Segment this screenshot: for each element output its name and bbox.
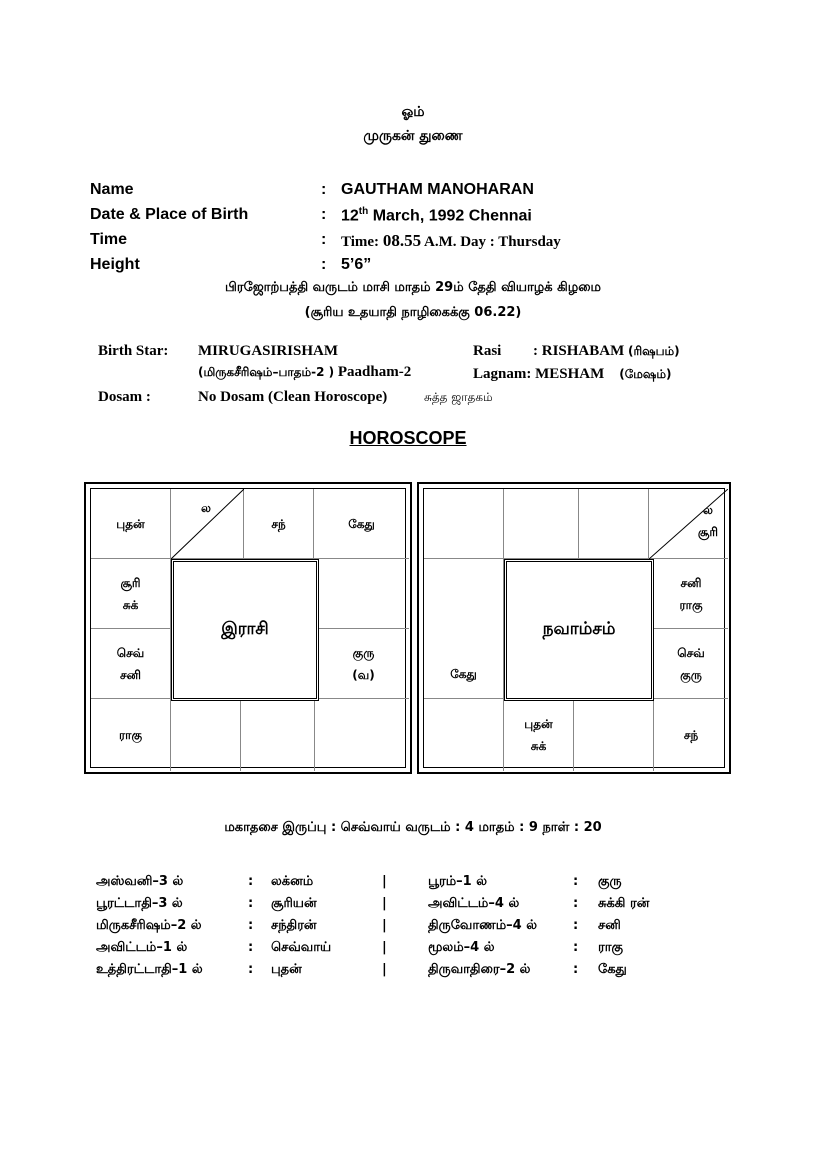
navamsa-cell-lagna [649,489,728,559]
right-star: மூலம்–4 ல் [428,940,495,955]
rasi-label: Rasi [473,343,502,359]
row-divider: | [382,874,387,889]
planet-label: செவ் [677,645,705,660]
planet-label: சந் [271,516,286,531]
height-colon: : [321,256,327,273]
horoscope-title: HOROSCOPE [349,428,467,448]
rasi-english: : RISHABAM [533,343,625,359]
left-star: உத்திரட்டாதி–1 ல் [96,962,203,977]
planet-label: குரு [680,667,702,682]
navamsa-cell-r0c1 [504,489,579,559]
left-planet: சந்திரன் [271,918,317,933]
navamsa-cell-r2c3 [654,629,728,699]
dosam-tamil: சுத்த ஜாதகம் [424,390,493,404]
dob-colon: : [321,206,327,223]
planet-label: செவ் [116,645,145,660]
navamsa-lagna-text [698,499,718,543]
left-planet: செவ்வாய் [271,940,332,955]
navamsa-cell-r3c0 [424,699,504,771]
nakshatra-row [96,918,736,940]
planet-label: கேது [450,666,477,681]
planet-label: ராகு [118,728,143,742]
dob-value [341,206,532,225]
planet-label: சூரி [120,575,141,590]
rasi-cell-r2c3 [318,629,409,699]
dob-label: Date & Place of Birth [90,206,249,223]
navamsa-chart-grid [423,488,725,768]
row-divider: | [382,962,387,977]
navamsa-cell-r0c0 [424,489,504,559]
navamsa-cell-r1c0 [424,559,504,629]
navamsa-cell-r3c1 [504,699,574,771]
navamsa-chart [417,482,731,774]
right-planet: ராகு [598,940,623,955]
left-colon: : [248,918,254,933]
navamsa-cell-r3c2 [574,699,654,771]
rasi-value [533,343,680,360]
left-star: அஸ்வனி–3 ல் [96,874,184,889]
time-prefix: Time: [341,234,383,250]
time-big: 08.55 [382,231,422,250]
dob-day: 12 [341,207,359,225]
star-tamil: (மிருகசீரிஷம்–பாதம்-2 ) [198,365,335,379]
lagnam-english: Lagnam: MESHAM [473,366,605,382]
left-planet: புதன் [271,962,302,977]
left-planet: சூரியன் [271,896,317,911]
row-divider: | [382,940,387,955]
time-colon: : [321,231,327,248]
left-planet: லக்னம் [271,874,314,889]
navamsa-cell-r1c3 [654,559,728,629]
navamsa-cell-r3c3 [654,699,728,771]
right-planet: கேது [598,962,627,977]
dosam-value: No Dosam (Clean Horoscope) [198,389,388,405]
left-star: மிருகசீரிஷம்–2 ல் [96,918,202,933]
name-label: Name [90,181,134,198]
nakshatra-row [96,896,736,918]
rasi-cell-r3c2 [241,699,315,771]
planet-label: சனி [120,667,141,682]
nakshatra-row [96,962,736,984]
rasi-cell-r0c2 [244,489,314,559]
navamsa-cell-r0c2 [579,489,649,559]
rasi-cell-r1c0 [91,559,171,629]
dob-sup: th [358,206,369,217]
right-star: திருவாதிரை–2 ல் [428,962,531,977]
rasi-tamil: (ரிஷபம்) [628,344,680,358]
planet-label: சந் [683,728,699,742]
right-planet: சுக்கி ரன் [598,896,650,911]
rasi-lagna-text: ல [201,501,211,515]
rasi-cell-r0c3 [314,489,409,559]
rasi-cell-r3c0 [91,699,171,771]
tamil-date-line2: (சூரிய உதயாதி நாழிகைக்கு 06.22) [304,305,522,320]
rasi-center-title: இராசி [171,559,319,701]
navamsa-center-title: நவாம்சம் [504,559,654,701]
nakshatra-row [96,874,736,896]
right-colon: : [573,918,579,933]
left-colon: : [248,962,254,977]
left-colon: : [248,896,254,911]
planet-label: சுக் [122,597,139,612]
navamsa-lagna-line1: ல [702,503,713,517]
time-label: Time [90,231,128,248]
rasi-chart-grid [90,488,406,768]
rasi-chart [84,482,412,774]
rasi-cell-r3c1 [171,699,241,771]
row-divider: | [382,918,387,933]
blessing-heading: முருகன் துணை [363,128,463,144]
right-star: பூரம்–1 ல் [428,874,488,889]
left-star: பூரட்டாதி–3 ல் [96,896,183,911]
lagnam-value [473,366,671,383]
planet-label: புதன் [524,717,553,731]
rasi-cell-r3c3 [315,699,409,771]
om-heading: ஓம் [401,104,425,120]
right-colon: : [573,874,579,889]
left-colon: : [248,874,254,889]
paadham: Paadham-2 [334,364,412,380]
time-value [341,231,561,251]
row-divider: | [382,896,387,911]
planet-label: குரு [352,645,375,660]
planet-label: புதன் [116,516,145,531]
navamsa-cell-r2c0 [424,629,504,699]
lagnam-tamil: (மேஷம்) [619,367,672,381]
tamil-date-line1: பிரஜோற்பத்தி வருடம் மாசி மாதம் 29ம் தேதி வியாழக் கிழமை [225,280,601,295]
right-colon: : [573,940,579,955]
nakshatra-row [96,940,736,962]
dosam-label: Dosam : [98,389,151,405]
left-colon: : [248,940,254,955]
right-planet: சனி [598,918,621,933]
planet-label: சனி [680,575,702,590]
right-colon: : [573,962,579,977]
rasi-cell-lagna [171,489,244,559]
right-star: திருவோணம்–4 ல் [428,918,538,933]
birth-star-value: MIRUGASIRISHAM [198,343,339,359]
planet-label: ராகு [679,597,703,612]
name-value: GAUTHAM MANOHARAN [341,181,534,198]
rasi-cell-r1c3 [318,559,409,629]
height-label: Height [90,256,140,273]
time-suffix: A.M. Day : Thursday [421,234,561,250]
dasa-line: மகாதசை இருப்பு : செவ்வாய் வருடம் : 4 மாதம் : 9 நாள் : 20 [224,820,602,835]
height-value: 5’6” [341,256,372,273]
planet-label: (வ) [352,667,375,682]
right-planet: குரு [598,874,622,889]
rasi-cell-r0c0 [91,489,171,559]
left-star: அவிட்டம்–1 ல் [96,940,188,955]
right-colon: : [573,896,579,911]
navamsa-lagna-line2: சூரி [697,525,718,539]
birth-star-label: Birth Star: [98,343,169,359]
right-star: அவிட்டம்–4 ல் [428,896,520,911]
rasi-cell-r2c0 [91,629,171,699]
planet-label: சுக் [530,739,547,753]
planet-label: கேது [348,516,375,531]
name-colon: : [321,181,327,198]
birth-star-tamil [198,362,411,381]
lagna-diagonal [171,489,244,559]
dob-rest: March, 1992 Chennai [368,207,532,225]
